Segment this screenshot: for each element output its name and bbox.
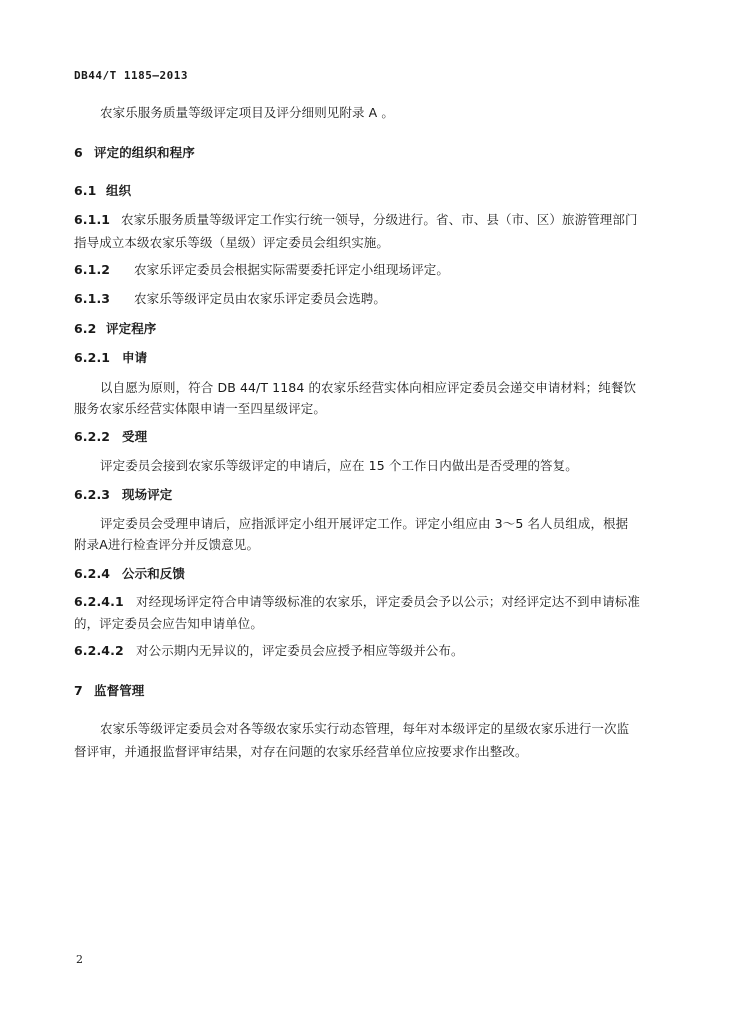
section-6-2-heading <box>74 321 672 337</box>
document-code: DB44/T 1185—2013 <box>74 69 188 82</box>
clause-number: 6.2.4.1 <box>74 594 124 609</box>
section-number: 7 <box>74 683 83 698</box>
section-6-2-2-line1: 评定委员会接到农家乐等级评定的申请后，应在 15 个工作日内做出是否受理的答复。 <box>100 458 578 473</box>
section-number: 6 <box>74 145 83 160</box>
section-number: 6.1 <box>74 183 97 198</box>
section-title: 公示和反馈 <box>122 566 186 581</box>
section-6-2-1-heading <box>74 350 672 366</box>
clause-6-1-2: 6.1.2 农家乐评定委员会根据实际需要委托评定小组现场评定。 <box>74 262 450 277</box>
clause-6-1-1-line2: 指导成立本级农家乐等级（星级）评定委员会组织实施。 <box>74 235 390 250</box>
page-number: 2 <box>76 953 83 966</box>
clause-6-2-4-1-line1: 6.2.4.1 对经现场评定符合申请等级标准的农家乐，评定委员会予以公示；对经评定达不到申请标准 <box>74 594 641 609</box>
clause-6-1-1-line1: 6.1.1 农家乐服务质量等级评定工作实行统一领导，分级进行。省、市、县（市、区）旅游管理部门 <box>74 212 638 227</box>
section-title: 现场评定 <box>122 487 173 502</box>
clause-number: 6.1.3 <box>74 291 111 306</box>
section-7-line2: 督评审，并通报监督评审结果，对存在问题的农家乐经营单位应按要求作出整改。 <box>74 744 528 759</box>
section-title: 评定的组织和程序 <box>94 145 195 160</box>
clause-6-1-3: 6.1.3 农家乐等级评定员由农家乐评定委员会选聘。 <box>74 291 387 306</box>
clause-number: 6.2.4.2 <box>74 643 124 658</box>
clause-6-2-4-2: 6.2.4.2 对公示期内无异议的，评定委员会应授予相应等级并公布。 <box>74 643 464 658</box>
section-6-2-3-line2: 附录A进行检查评分并反馈意见。 <box>74 537 260 552</box>
section-6-2-1-line2: 服务农家乐经营实体限申请一至四星级评定。 <box>74 401 327 416</box>
section-number: 6.2.3 <box>74 487 111 502</box>
section-7-heading <box>74 683 672 699</box>
section-title: 申请 <box>122 350 148 365</box>
clause-number: 6.1.1 <box>74 212 111 227</box>
section-title: 评定程序 <box>106 321 157 336</box>
section-6-2-3-heading <box>74 487 672 503</box>
section-title: 受理 <box>122 429 148 444</box>
section-number: 6.2.4 <box>74 566 111 581</box>
section-number: 6.2.1 <box>74 350 111 365</box>
clause-number: 6.1.2 <box>74 262 111 277</box>
section-6-2-4-heading <box>74 566 672 582</box>
section-number: 6.2.2 <box>74 429 111 444</box>
section-title: 监督管理 <box>94 683 145 698</box>
intro-paragraph: 农家乐服务质量等级评定项目及评分细则见附录 A 。 <box>100 105 394 120</box>
clause-6-2-4-1-line2: 的，评定委员会应告知申请单位。 <box>74 616 264 631</box>
section-6-2-1-line1: 以自愿为原则，符合 DB 44/T 1184 的农家乐经营实体向相应评定委员会递交申请材料；纯餐饮 <box>100 380 637 395</box>
section-6-heading <box>74 145 672 161</box>
section-6-2-3-line1: 评定委员会受理申请后，应指派评定小组开展评定工作。评定小组应由 3～5 名人员组成，根据 <box>100 516 629 531</box>
section-7-line1: 农家乐等级评定委员会对各等级农家乐实行动态管理，每年对本级评定的星级农家乐进行一次监 <box>100 721 630 736</box>
section-title: 组织 <box>106 183 132 198</box>
section-6-2-2-heading <box>74 429 672 445</box>
section-number: 6.2 <box>74 321 97 336</box>
section-6-1-heading <box>74 183 672 199</box>
